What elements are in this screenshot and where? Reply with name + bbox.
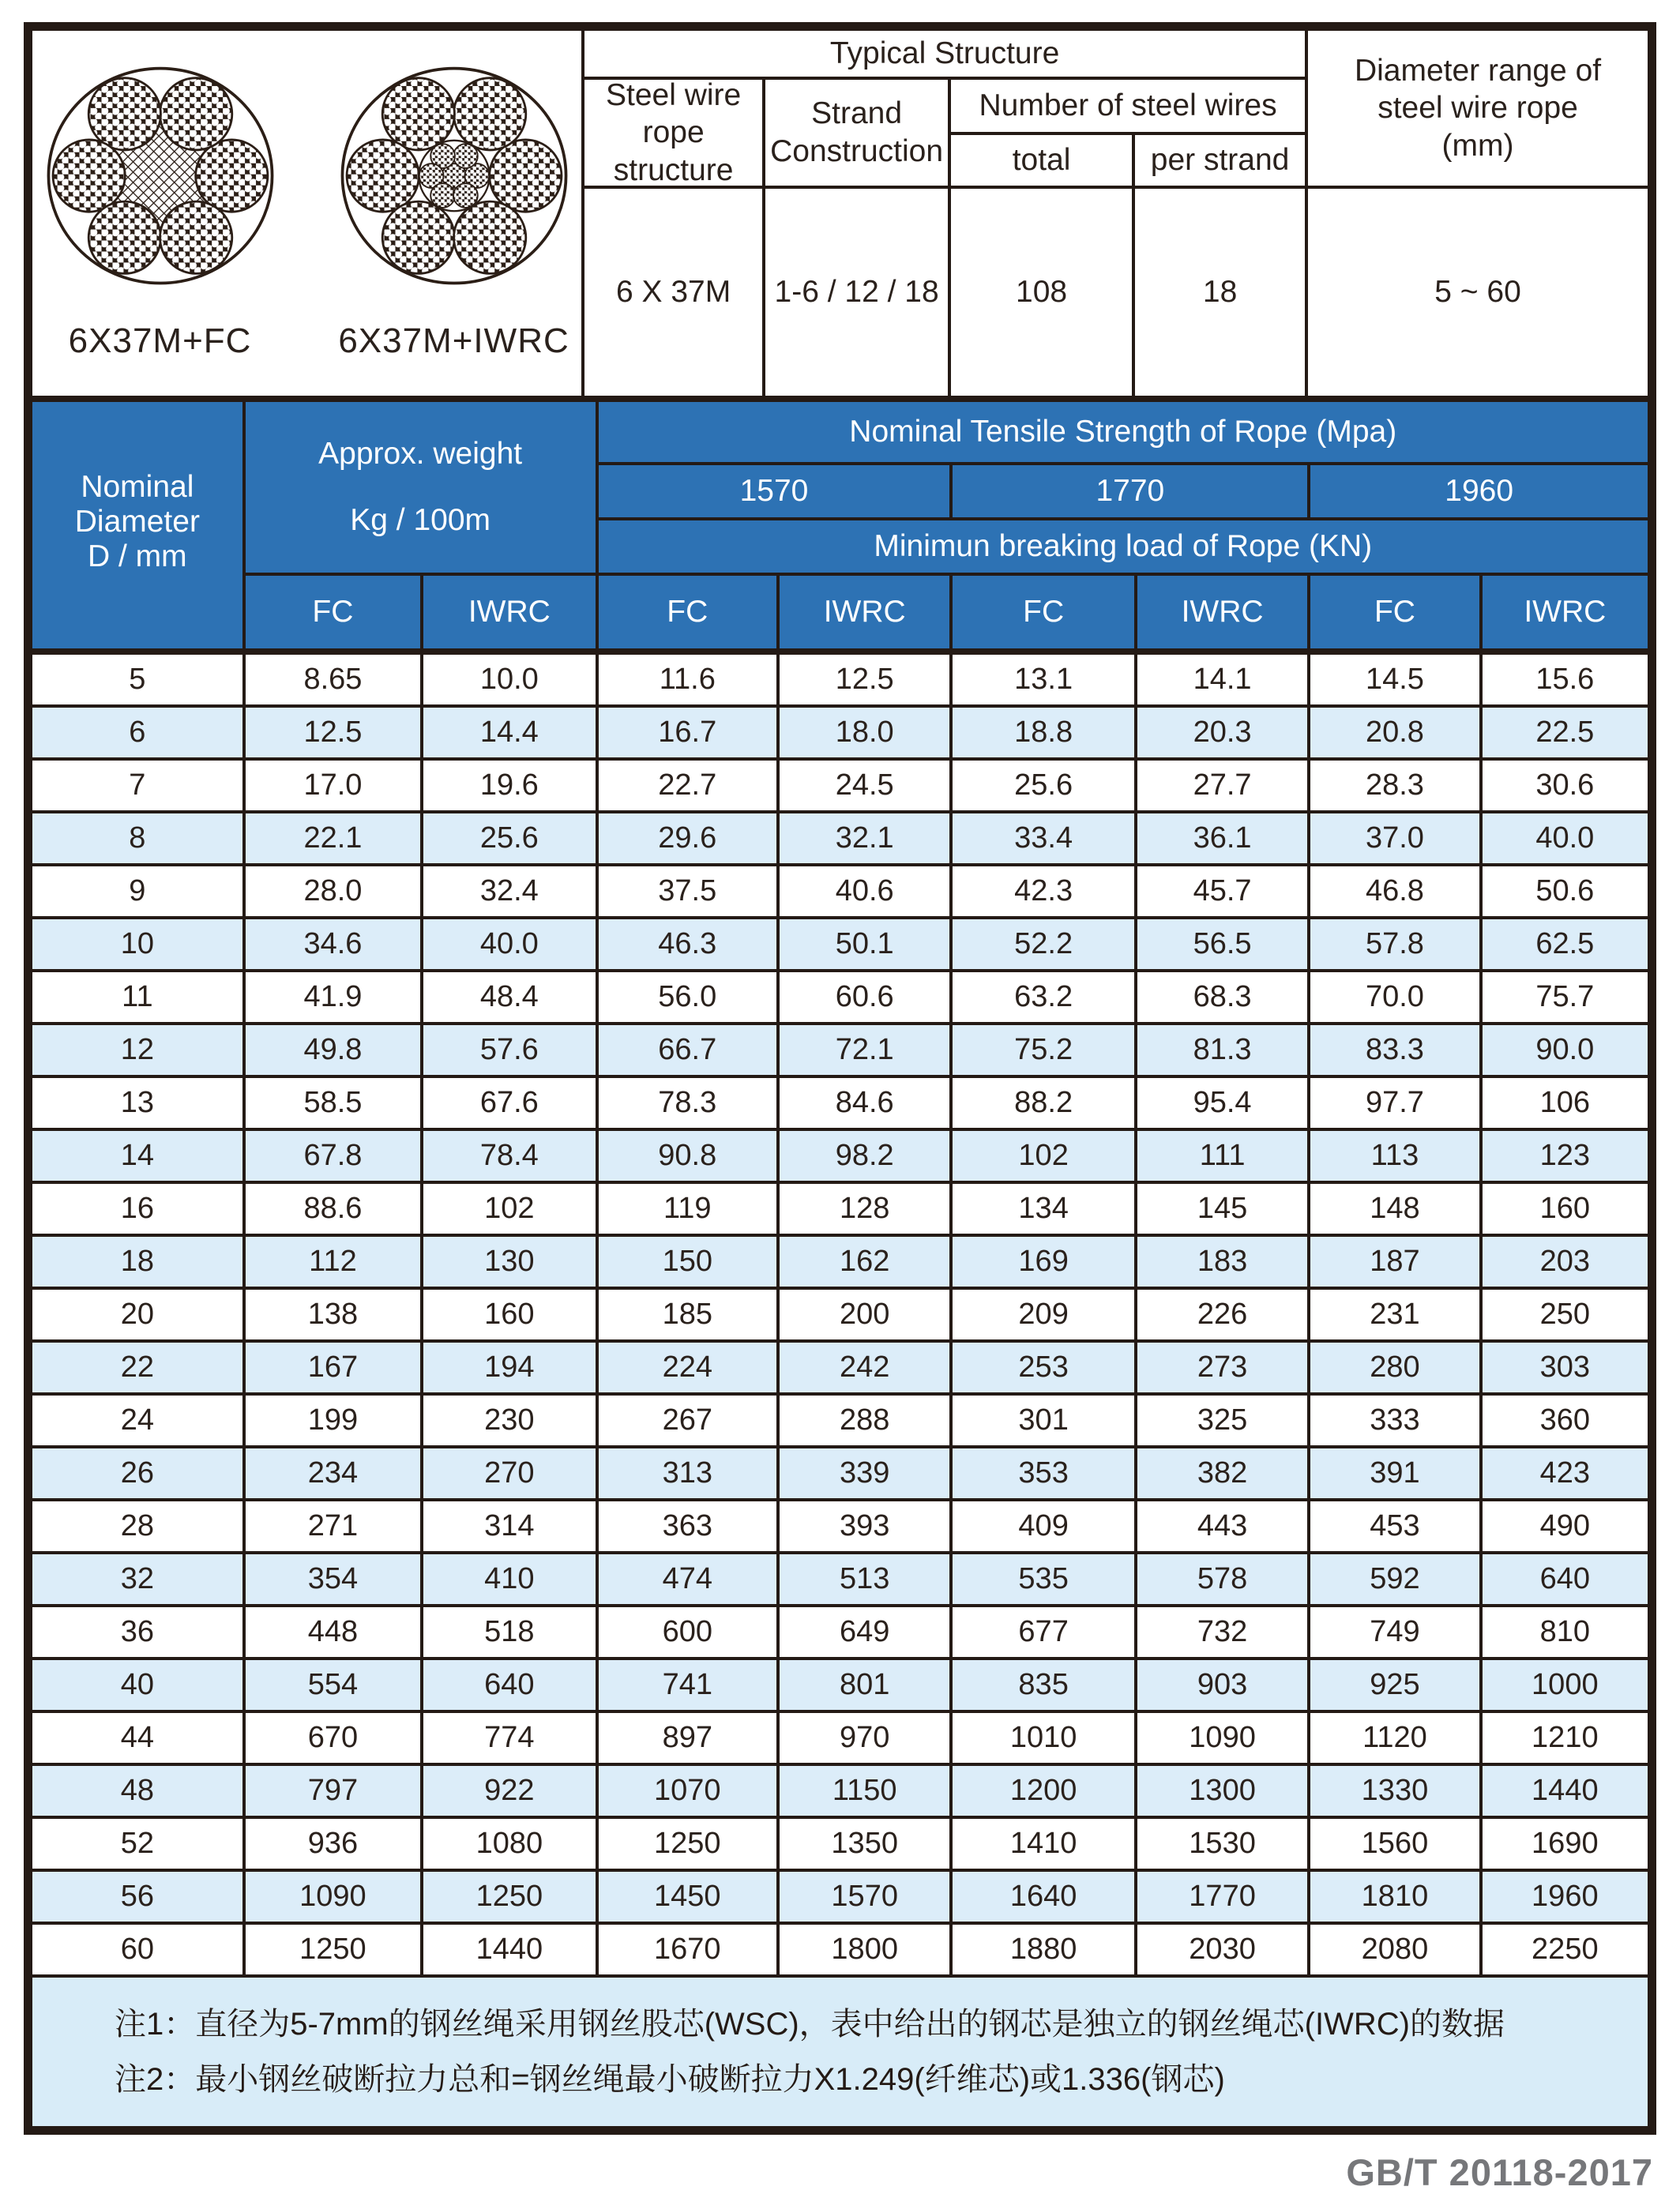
typical-structure-title: Typical Structure bbox=[584, 31, 1305, 77]
rope-cross-section-iwrc-icon bbox=[329, 64, 580, 299]
diameter-cell: 48 bbox=[32, 1766, 242, 1816]
header-1570-fc: FC bbox=[599, 576, 776, 648]
value-cell: 32.4 bbox=[423, 866, 595, 916]
value-cell: 226 bbox=[1137, 1290, 1307, 1339]
value-cell: 8.65 bbox=[246, 655, 420, 704]
value-cell: 199 bbox=[246, 1396, 420, 1445]
value-cell: 1800 bbox=[780, 1925, 949, 1974]
value-cell: 57.6 bbox=[423, 1025, 595, 1075]
diagram-fc bbox=[35, 64, 286, 363]
value-cell: 41.9 bbox=[246, 972, 420, 1022]
header-breaking-load: Minimun breaking load of Rope (KN) bbox=[599, 520, 1648, 573]
value-cell: 187 bbox=[1310, 1237, 1479, 1287]
value-cell: 84.6 bbox=[780, 1078, 949, 1128]
value-cell: 578 bbox=[1137, 1554, 1307, 1604]
value-cell: 22.5 bbox=[1483, 708, 1648, 757]
value-cell: 160 bbox=[423, 1290, 595, 1339]
value-cell: 52.2 bbox=[953, 919, 1133, 969]
value-cell: 111 bbox=[1137, 1131, 1307, 1181]
value-cell: 98.2 bbox=[780, 1131, 949, 1181]
value-cell: 1770 bbox=[1137, 1872, 1307, 1922]
diameter-cell: 32 bbox=[32, 1554, 242, 1604]
value-cell: 66.7 bbox=[599, 1025, 776, 1075]
col-header-total: total bbox=[951, 135, 1132, 186]
header-1570-iwrc: IWRC bbox=[780, 576, 949, 648]
value-cell: 40.0 bbox=[423, 919, 595, 969]
value-cell: 88.2 bbox=[953, 1078, 1133, 1128]
standard-number: GB/T 20118-2017 bbox=[1346, 2151, 1653, 2193]
col-header-per-strand: per strand bbox=[1135, 135, 1305, 186]
value-cell: 29.6 bbox=[599, 813, 776, 863]
value-cell: 270 bbox=[423, 1448, 595, 1498]
value-cell: 183 bbox=[1137, 1237, 1307, 1287]
value-cell: 592 bbox=[1310, 1554, 1479, 1604]
spec-sheet bbox=[24, 22, 1656, 2135]
value-cell: 391 bbox=[1310, 1448, 1479, 1498]
diameter-cell: 52 bbox=[32, 1819, 242, 1869]
value-cell: 301 bbox=[953, 1396, 1133, 1445]
value-cell: 267 bbox=[599, 1396, 776, 1445]
diameter-cell: 14 bbox=[32, 1131, 242, 1181]
value-cell: 1300 bbox=[1137, 1766, 1307, 1816]
value-strand-construction: 1-6 / 12 / 18 bbox=[765, 189, 948, 396]
value-cell: 518 bbox=[423, 1607, 595, 1657]
diameter-cell: 6 bbox=[32, 708, 242, 757]
value-cell: 1440 bbox=[1483, 1766, 1648, 1816]
value-cell: 325 bbox=[1137, 1396, 1307, 1445]
value-cell: 25.6 bbox=[423, 813, 595, 863]
d-mm-label: D / mm bbox=[88, 539, 187, 573]
value-cell: 45.7 bbox=[1137, 866, 1307, 916]
value-cell: 732 bbox=[1137, 1607, 1307, 1657]
value-cell: 33.4 bbox=[953, 813, 1133, 863]
value-cell: 339 bbox=[780, 1448, 949, 1498]
value-cell: 242 bbox=[780, 1343, 949, 1392]
value-cell: 75.7 bbox=[1483, 972, 1648, 1022]
rope-cross-section-fc-icon bbox=[35, 64, 286, 299]
value-cell: 17.0 bbox=[246, 761, 420, 810]
value-cell: 600 bbox=[599, 1607, 776, 1657]
value-cell: 922 bbox=[423, 1766, 595, 1816]
value-cell: 50.1 bbox=[780, 919, 949, 969]
value-cell: 443 bbox=[1137, 1501, 1307, 1551]
value-cell: 1690 bbox=[1483, 1819, 1648, 1869]
note-2: 注2：最小钢丝破断拉力总和=钢丝绳最小破断拉力X1.249(纤维芯)或1.336(钢芯) bbox=[115, 2062, 1225, 2097]
diameter-cell: 56 bbox=[32, 1872, 242, 1922]
value-cell: 22.1 bbox=[246, 813, 420, 863]
value-cell: 1440 bbox=[423, 1925, 595, 1974]
rope-diagrams-cell bbox=[32, 31, 581, 396]
value-cell: 162 bbox=[780, 1237, 949, 1287]
value-cell: 46.3 bbox=[599, 919, 776, 969]
value-cell: 1330 bbox=[1310, 1766, 1479, 1816]
value-cell: 123 bbox=[1483, 1131, 1648, 1181]
notes-section bbox=[32, 1978, 1648, 2126]
value-cell: 554 bbox=[246, 1660, 420, 1710]
diameter-cell: 12 bbox=[32, 1025, 242, 1075]
value-cell: 194 bbox=[423, 1343, 595, 1392]
col-header-strand-construction: Strand Construction bbox=[765, 80, 948, 186]
diameter-cell: 11 bbox=[32, 972, 242, 1022]
value-cell: 90.8 bbox=[599, 1131, 776, 1181]
value-cell: 1410 bbox=[953, 1819, 1133, 1869]
value-cell: 1000 bbox=[1483, 1660, 1648, 1710]
header-1960-iwrc: IWRC bbox=[1483, 576, 1648, 648]
value-cell: 102 bbox=[953, 1131, 1133, 1181]
value-cell: 28.3 bbox=[1310, 761, 1479, 810]
diagram-fc-label: 6X37M+FC bbox=[68, 321, 252, 361]
value-cell: 10.0 bbox=[423, 655, 595, 704]
value-cell: 70.0 bbox=[1310, 972, 1479, 1022]
value-cell: 62.5 bbox=[1483, 919, 1648, 969]
value-cell: 271 bbox=[246, 1501, 420, 1551]
value-cell: 36.1 bbox=[1137, 813, 1307, 863]
value-cell: 649 bbox=[780, 1607, 949, 1657]
header-tensile-strength: Nominal Tensile Strength of Rope (Mpa) bbox=[599, 402, 1648, 462]
value-cell: 128 bbox=[780, 1184, 949, 1234]
diameter-cell: 60 bbox=[32, 1925, 242, 1974]
value-rope-structure: 6 X 37M bbox=[584, 189, 762, 396]
value-cell: 230 bbox=[423, 1396, 595, 1445]
value-cell: 2030 bbox=[1137, 1925, 1307, 1974]
value-cell: 313 bbox=[599, 1448, 776, 1498]
value-cell: 20.3 bbox=[1137, 708, 1307, 757]
value-cell: 169 bbox=[953, 1237, 1133, 1287]
header-grade-1960: 1960 bbox=[1310, 465, 1648, 517]
col-header-diameter-range: Diameter range of steel wire rope (mm) bbox=[1308, 31, 1648, 186]
value-cell: 333 bbox=[1310, 1396, 1479, 1445]
value-cell: 130 bbox=[423, 1237, 595, 1287]
value-cell: 1070 bbox=[599, 1766, 776, 1816]
value-cell: 1080 bbox=[423, 1819, 595, 1869]
value-cell: 1150 bbox=[780, 1766, 949, 1816]
value-cell: 234 bbox=[246, 1448, 420, 1498]
value-cell: 30.6 bbox=[1483, 761, 1648, 810]
value-cell: 88.6 bbox=[246, 1184, 420, 1234]
value-cell: 34.6 bbox=[246, 919, 420, 969]
value-cell: 200 bbox=[780, 1290, 949, 1339]
value-cell: 2250 bbox=[1483, 1925, 1648, 1974]
header-nominal-diameter bbox=[32, 402, 242, 648]
value-cell: 63.2 bbox=[953, 972, 1133, 1022]
value-cell: 925 bbox=[1310, 1660, 1479, 1710]
value-cell: 410 bbox=[423, 1554, 595, 1604]
value-cell: 11.6 bbox=[599, 655, 776, 704]
value-cell: 1880 bbox=[953, 1925, 1133, 1974]
value-cell: 363 bbox=[599, 1501, 776, 1551]
value-cell: 423 bbox=[1483, 1448, 1648, 1498]
value-cell: 148 bbox=[1310, 1184, 1479, 1234]
diameter-cell: 10 bbox=[32, 919, 242, 969]
value-diameter-range: 5 ~ 60 bbox=[1308, 189, 1648, 396]
value-cell: 27.7 bbox=[1137, 761, 1307, 810]
col-header-number-of-wires: Number of steel wires bbox=[951, 80, 1305, 132]
value-cell: 19.6 bbox=[423, 761, 595, 810]
value-cell: 75.2 bbox=[953, 1025, 1133, 1075]
value-cell: 360 bbox=[1483, 1396, 1648, 1445]
value-cell: 393 bbox=[780, 1501, 949, 1551]
value-cell: 490 bbox=[1483, 1501, 1648, 1551]
value-cell: 37.5 bbox=[599, 866, 776, 916]
value-cell: 58.5 bbox=[246, 1078, 420, 1128]
value-cell: 677 bbox=[953, 1607, 1133, 1657]
value-cell: 513 bbox=[780, 1554, 949, 1604]
diameter-cell: 13 bbox=[32, 1078, 242, 1128]
value-cell: 67.8 bbox=[246, 1131, 420, 1181]
value-cell: 32.1 bbox=[780, 813, 949, 863]
value-cell: 49.8 bbox=[246, 1025, 420, 1075]
value-cell: 57.8 bbox=[1310, 919, 1479, 969]
value-cell: 797 bbox=[246, 1766, 420, 1816]
value-cell: 97.7 bbox=[1310, 1078, 1479, 1128]
value-cell: 314 bbox=[423, 1501, 595, 1551]
value-cell: 68.3 bbox=[1137, 972, 1307, 1022]
typical-structure-section bbox=[32, 31, 1648, 396]
value-cell: 119 bbox=[599, 1184, 776, 1234]
diameter-cell: 28 bbox=[32, 1501, 242, 1551]
value-cell: 138 bbox=[246, 1290, 420, 1339]
value-cell: 1530 bbox=[1137, 1819, 1307, 1869]
value-wires-total: 108 bbox=[951, 189, 1132, 396]
header-1770-iwrc: IWRC bbox=[1137, 576, 1307, 648]
value-cell: 14.4 bbox=[423, 708, 595, 757]
value-cell: 42.3 bbox=[953, 866, 1133, 916]
value-cell: 40.6 bbox=[780, 866, 949, 916]
value-cell: 28.0 bbox=[246, 866, 420, 916]
value-cell: 81.3 bbox=[1137, 1025, 1307, 1075]
diameter-cell: 9 bbox=[32, 866, 242, 916]
value-cell: 224 bbox=[599, 1343, 776, 1392]
value-cell: 167 bbox=[246, 1343, 420, 1392]
note-1: 注1：直径为5-7mm的钢丝绳采用钢丝股芯(WSC)，表中给出的钢芯是独立的钢丝绳芯(IWRC)的数据 bbox=[115, 2007, 1505, 2042]
value-cell: 150 bbox=[599, 1237, 776, 1287]
header-weight-iwrc: IWRC bbox=[423, 576, 595, 648]
value-cell: 209 bbox=[953, 1290, 1133, 1339]
value-cell: 90.0 bbox=[1483, 1025, 1648, 1075]
diameter-cell: 26 bbox=[32, 1448, 242, 1498]
value-cell: 60.6 bbox=[780, 972, 949, 1022]
value-cell: 741 bbox=[599, 1660, 776, 1710]
value-cell: 112 bbox=[246, 1237, 420, 1287]
value-cell: 95.4 bbox=[1137, 1078, 1307, 1128]
value-cell: 160 bbox=[1483, 1184, 1648, 1234]
value-cell: 1810 bbox=[1310, 1872, 1479, 1922]
value-cell: 37.0 bbox=[1310, 813, 1479, 863]
diameter-cell: 5 bbox=[32, 655, 242, 704]
value-cell: 48.4 bbox=[423, 972, 595, 1022]
value-cell: 774 bbox=[423, 1713, 595, 1763]
diameter-cell: 18 bbox=[32, 1237, 242, 1287]
value-cell: 2080 bbox=[1310, 1925, 1479, 1974]
value-cell: 835 bbox=[953, 1660, 1133, 1710]
value-cell: 670 bbox=[246, 1713, 420, 1763]
diameter-cell: 36 bbox=[32, 1607, 242, 1657]
value-cell: 18.0 bbox=[780, 708, 949, 757]
value-cell: 145 bbox=[1137, 1184, 1307, 1234]
header-grade-1770: 1770 bbox=[953, 465, 1307, 517]
value-cell: 474 bbox=[599, 1554, 776, 1604]
value-cell: 903 bbox=[1137, 1660, 1307, 1710]
header-grade-1570: 1570 bbox=[599, 465, 950, 517]
value-cell: 382 bbox=[1137, 1448, 1307, 1498]
value-cell: 253 bbox=[953, 1343, 1133, 1392]
value-cell: 1250 bbox=[599, 1819, 776, 1869]
diameter-cell: 24 bbox=[32, 1396, 242, 1445]
data-grid bbox=[32, 655, 1648, 1974]
value-cell: 1090 bbox=[1137, 1713, 1307, 1763]
value-cell: 810 bbox=[1483, 1607, 1648, 1657]
diagram-iwrc bbox=[329, 64, 580, 363]
diameter-cell: 16 bbox=[32, 1184, 242, 1234]
value-cell: 12.5 bbox=[780, 655, 949, 704]
header-weight-fc: FC bbox=[246, 576, 420, 648]
value-wires-per-strand: 18 bbox=[1135, 189, 1305, 396]
value-cell: 22.7 bbox=[599, 761, 776, 810]
value-cell: 1210 bbox=[1483, 1713, 1648, 1763]
value-cell: 83.3 bbox=[1310, 1025, 1479, 1075]
header-approx-weight bbox=[246, 402, 596, 573]
value-cell: 1670 bbox=[599, 1925, 776, 1974]
value-cell: 303 bbox=[1483, 1343, 1648, 1392]
value-cell: 749 bbox=[1310, 1607, 1479, 1657]
diagram-iwrc-label: 6X37M+IWRC bbox=[338, 321, 569, 361]
value-cell: 288 bbox=[780, 1396, 949, 1445]
value-cell: 409 bbox=[953, 1501, 1133, 1551]
value-cell: 1570 bbox=[780, 1872, 949, 1922]
value-cell: 50.6 bbox=[1483, 866, 1648, 916]
diameter-cell: 20 bbox=[32, 1290, 242, 1339]
value-cell: 67.6 bbox=[423, 1078, 595, 1128]
diameter-cell: 44 bbox=[32, 1713, 242, 1763]
diameter-cell: 8 bbox=[32, 813, 242, 863]
value-cell: 56.5 bbox=[1137, 919, 1307, 969]
value-cell: 203 bbox=[1483, 1237, 1648, 1287]
value-cell: 12.5 bbox=[246, 708, 420, 757]
value-cell: 185 bbox=[599, 1290, 776, 1339]
main-table-header bbox=[32, 402, 1648, 648]
value-cell: 13.1 bbox=[953, 655, 1133, 704]
value-cell: 1640 bbox=[953, 1872, 1133, 1922]
value-cell: 1250 bbox=[246, 1925, 420, 1974]
value-cell: 20.8 bbox=[1310, 708, 1479, 757]
col-header-rope-structure: Steel wire rope structure bbox=[584, 80, 762, 186]
diameter-cell: 7 bbox=[32, 761, 242, 810]
value-cell: 113 bbox=[1310, 1131, 1479, 1181]
value-cell: 1250 bbox=[423, 1872, 595, 1922]
value-cell: 1450 bbox=[599, 1872, 776, 1922]
value-cell: 102 bbox=[423, 1184, 595, 1234]
value-cell: 14.1 bbox=[1137, 655, 1307, 704]
header-1960-fc: FC bbox=[1310, 576, 1479, 648]
value-cell: 535 bbox=[953, 1554, 1133, 1604]
value-cell: 354 bbox=[246, 1554, 420, 1604]
value-cell: 250 bbox=[1483, 1290, 1648, 1339]
value-cell: 1120 bbox=[1310, 1713, 1479, 1763]
value-cell: 1350 bbox=[780, 1819, 949, 1869]
value-cell: 106 bbox=[1483, 1078, 1648, 1128]
value-cell: 72.1 bbox=[780, 1025, 949, 1075]
value-cell: 1960 bbox=[1483, 1872, 1648, 1922]
value-cell: 640 bbox=[1483, 1554, 1648, 1604]
value-cell: 18.8 bbox=[953, 708, 1133, 757]
value-cell: 273 bbox=[1137, 1343, 1307, 1392]
value-cell: 453 bbox=[1310, 1501, 1479, 1551]
value-cell: 280 bbox=[1310, 1343, 1479, 1392]
header-1770-fc: FC bbox=[953, 576, 1133, 648]
value-cell: 24.5 bbox=[780, 761, 949, 810]
value-cell: 46.8 bbox=[1310, 866, 1479, 916]
value-cell: 970 bbox=[780, 1713, 949, 1763]
value-cell: 1090 bbox=[246, 1872, 420, 1922]
value-cell: 640 bbox=[423, 1660, 595, 1710]
value-cell: 936 bbox=[246, 1819, 420, 1869]
value-cell: 231 bbox=[1310, 1290, 1479, 1339]
value-cell: 15.6 bbox=[1483, 655, 1648, 704]
kg-per-100m-label: Kg / 100m bbox=[350, 503, 491, 537]
value-cell: 14.5 bbox=[1310, 655, 1479, 704]
value-cell: 25.6 bbox=[953, 761, 1133, 810]
value-cell: 40.0 bbox=[1483, 813, 1648, 863]
value-cell: 801 bbox=[780, 1660, 949, 1710]
value-cell: 353 bbox=[953, 1448, 1133, 1498]
approx-weight-label: Approx. weight bbox=[318, 437, 523, 471]
diameter-cell: 40 bbox=[32, 1660, 242, 1710]
value-cell: 16.7 bbox=[599, 708, 776, 757]
value-cell: 78.3 bbox=[599, 1078, 776, 1128]
diameter-cell: 22 bbox=[32, 1343, 242, 1392]
value-cell: 897 bbox=[599, 1713, 776, 1763]
value-cell: 1200 bbox=[953, 1766, 1133, 1816]
nominal-diameter-label: Nominal Diameter bbox=[74, 470, 200, 539]
value-cell: 78.4 bbox=[423, 1131, 595, 1181]
value-cell: 56.0 bbox=[599, 972, 776, 1022]
value-cell: 1560 bbox=[1310, 1819, 1479, 1869]
value-cell: 1010 bbox=[953, 1713, 1133, 1763]
value-cell: 134 bbox=[953, 1184, 1133, 1234]
value-cell: 448 bbox=[246, 1607, 420, 1657]
